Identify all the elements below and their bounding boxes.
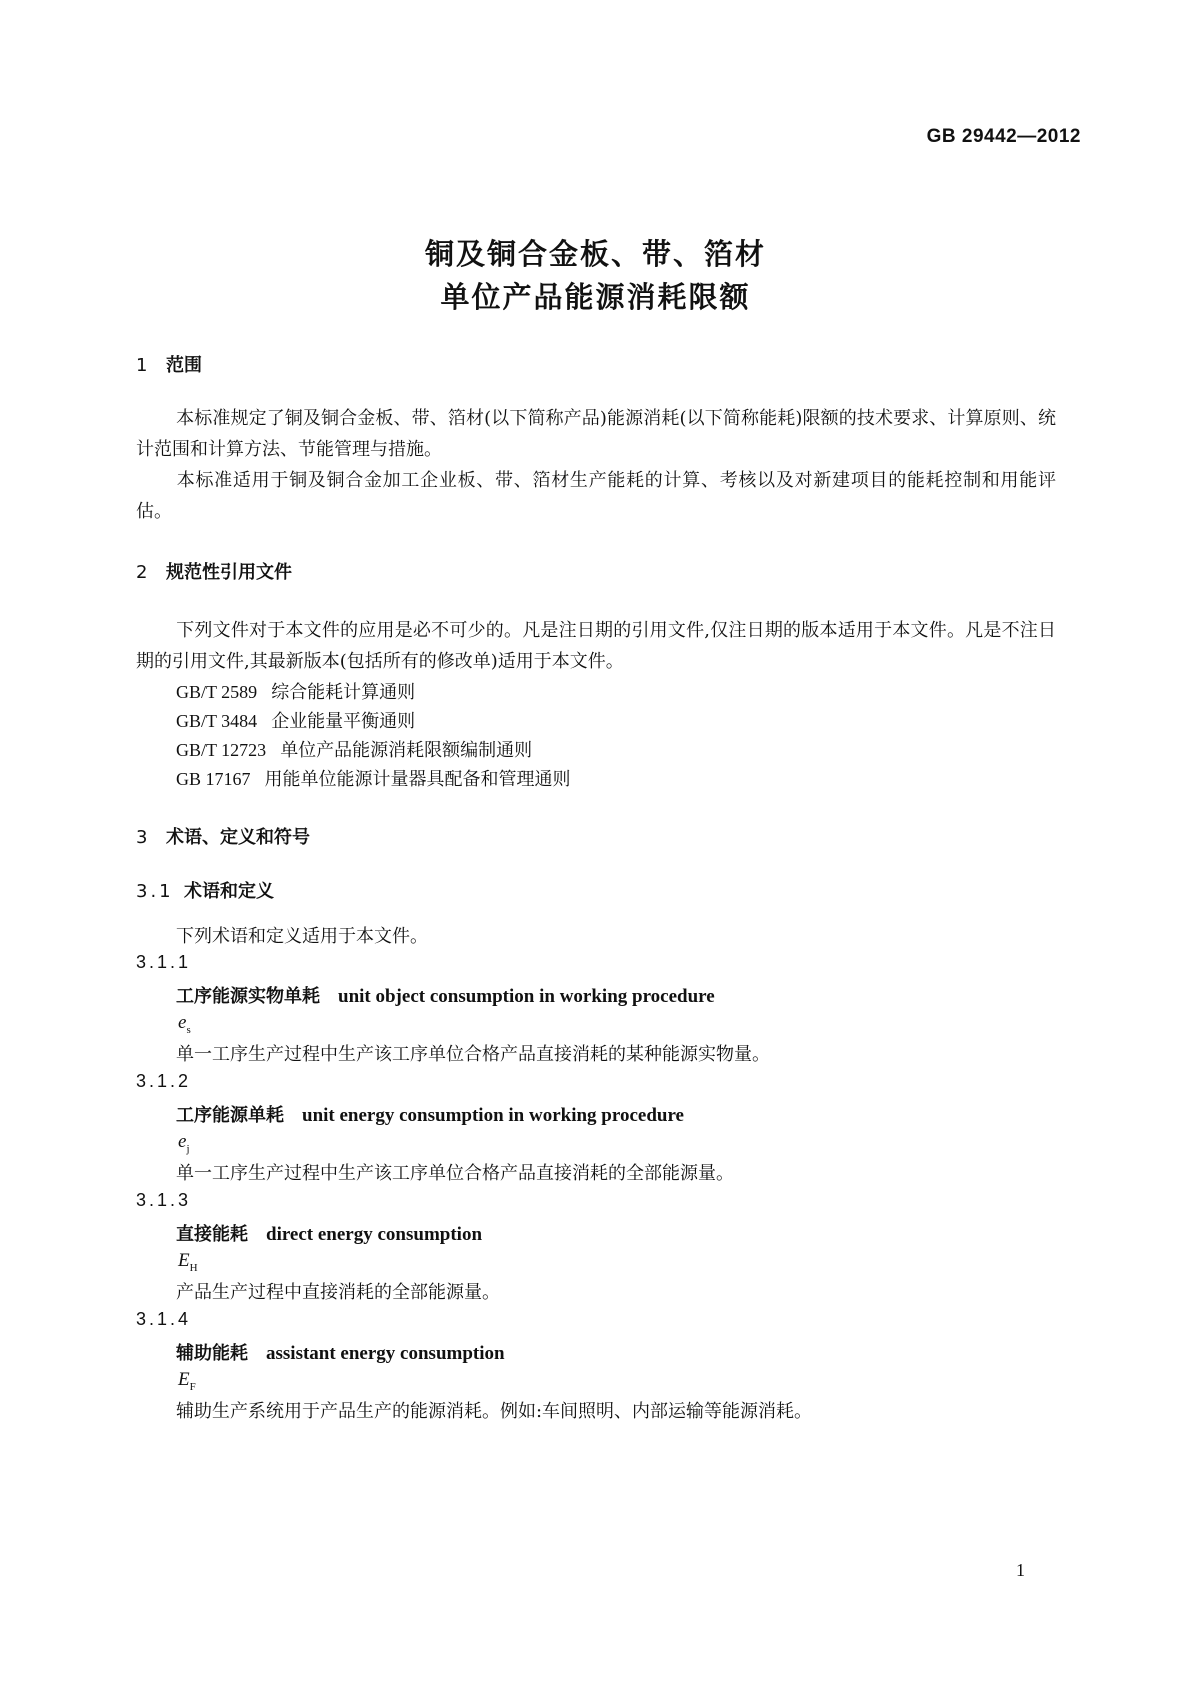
page-number: 1 bbox=[1016, 1560, 1025, 1580]
reference-title: 企业能量平衡通则 bbox=[271, 711, 416, 732]
term-number: 3.1.4 bbox=[136, 1309, 192, 1329]
term-symbol bbox=[178, 1250, 198, 1274]
term-symbol bbox=[178, 1131, 190, 1155]
term-symbol-subscript: H bbox=[189, 1261, 198, 1274]
term-symbol-base: e bbox=[178, 1012, 187, 1033]
section-1-paragraph-2-text: 本标准适用于铜及铜合金加工企业板、带、箔材生产能耗的计算、考核以及对新建项目的能耗控制和用能评估。 bbox=[136, 470, 1056, 522]
standard-code: GB 29442—2012 bbox=[926, 126, 1081, 147]
term-symbol-subscript: j bbox=[186, 1142, 190, 1155]
term-symbol-base: E bbox=[178, 1250, 190, 1271]
section-1-number: 1 bbox=[136, 355, 148, 376]
terms-intro: 下列术语和定义适用于本文件。 bbox=[176, 926, 428, 947]
section-1-title: 范围 bbox=[166, 355, 202, 376]
term-symbol-base: E bbox=[178, 1369, 190, 1390]
normative-reference bbox=[176, 736, 532, 762]
section-3-heading bbox=[136, 823, 310, 849]
normative-reference bbox=[176, 678, 415, 704]
section-1-paragraph-1-text: 本标准规定了铜及铜合金板、带、箔材(以下简称产品)能源消耗(以下简称能耗)限额的技术要求、计算原则、统计范围和计算方法、节能管理与措施。 bbox=[136, 408, 1056, 460]
normative-reference bbox=[176, 765, 571, 791]
term-name-en: assistant energy consumption bbox=[266, 1343, 505, 1364]
term-definition: 单一工序生产过程中生产该工序单位合格产品直接消耗的某种能源实物量。 bbox=[176, 1044, 770, 1065]
term-name-zh: 工序能源单耗 bbox=[176, 1105, 284, 1126]
reference-title: 单位产品能源消耗限额编制通则 bbox=[280, 740, 533, 761]
section-2-title: 规范性引用文件 bbox=[166, 562, 292, 583]
term-name bbox=[176, 982, 715, 1008]
section-1-heading bbox=[136, 351, 202, 377]
section-1-paragraph-2 bbox=[136, 465, 1056, 527]
section-2-paragraph-1 bbox=[136, 615, 1056, 677]
term-symbol bbox=[178, 1369, 196, 1393]
term-symbol-subscript: F bbox=[189, 1380, 196, 1393]
section-3-1-heading bbox=[136, 877, 274, 903]
document-title-line-1: 铜及铜合金板、带、箔材 bbox=[424, 237, 766, 271]
term-number: 3.1.2 bbox=[136, 1071, 192, 1091]
term-symbol-subscript: s bbox=[186, 1023, 191, 1036]
term-name-zh: 工序能源实物单耗 bbox=[176, 986, 320, 1007]
section-2-paragraph-1-text: 下列文件对于本文件的应用是必不可少的。凡是注日期的引用文件,仅注日期的版本适用于本文件。凡是不注日期的引用文件,其最新版本(包括所有的修改单)适用于本文件。 bbox=[136, 620, 1056, 672]
term-name bbox=[176, 1339, 505, 1365]
section-3-1-number: 3.1 bbox=[136, 881, 174, 902]
section-2-number: 2 bbox=[136, 562, 148, 583]
term-name-en: direct energy consumption bbox=[266, 1224, 483, 1245]
term-symbol bbox=[178, 1012, 191, 1036]
term-definition: 单一工序生产过程中生产该工序单位合格产品直接消耗的全部能源量。 bbox=[176, 1163, 734, 1184]
section-3-1-title: 术语和定义 bbox=[184, 881, 274, 902]
reference-code: GB/T 2589 bbox=[176, 682, 258, 702]
term-name bbox=[176, 1101, 684, 1127]
term-name-en: unit object consumption in working procedure bbox=[338, 986, 715, 1007]
reference-title: 用能单位能源计量器具配备和管理通则 bbox=[264, 769, 571, 790]
term-name-en: unit energy consumption in working procedure bbox=[302, 1105, 684, 1126]
term-number: 3.1.1 bbox=[136, 952, 192, 972]
term-number: 3.1.3 bbox=[136, 1190, 192, 1210]
normative-reference bbox=[176, 707, 415, 733]
section-3-title: 术语、定义和符号 bbox=[166, 827, 310, 848]
reference-code: GB/T 3484 bbox=[176, 711, 258, 731]
section-2-heading bbox=[136, 558, 292, 584]
section-3-number: 3 bbox=[136, 827, 148, 848]
term-definition: 辅助生产系统用于产品生产的能源消耗。例如:车间照明、内部运输等能源消耗。 bbox=[176, 1401, 813, 1422]
document-title-line-2: 单位产品能源消耗限额 bbox=[440, 280, 751, 314]
reference-code: GB/T 12723 bbox=[176, 740, 267, 760]
term-name-zh: 辅助能耗 bbox=[176, 1343, 248, 1364]
reference-title: 综合能耗计算通则 bbox=[271, 682, 416, 703]
term-name bbox=[176, 1220, 482, 1246]
term-symbol-base: e bbox=[178, 1131, 187, 1152]
section-1-paragraph-1 bbox=[136, 403, 1056, 465]
reference-code: GB 17167 bbox=[176, 769, 251, 789]
term-name-zh: 直接能耗 bbox=[176, 1224, 248, 1245]
term-definition: 产品生产过程中直接消耗的全部能源量。 bbox=[176, 1282, 500, 1303]
